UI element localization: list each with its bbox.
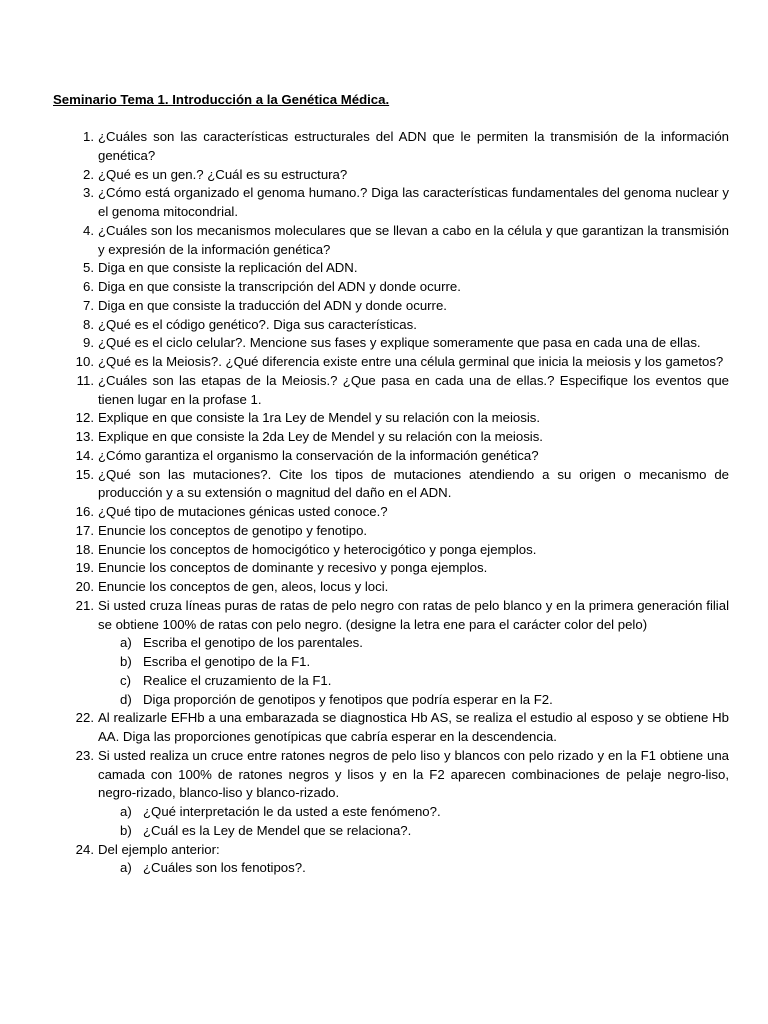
question-number: 23. — [75, 747, 94, 763]
question-text: Diga en que consiste la transcripción del ADN y donde ocurre. — [98, 279, 461, 294]
question-item — [53, 353, 729, 372]
question-item — [53, 578, 729, 597]
sub-question-text: Realice el cruzamiento de la F1. — [143, 672, 332, 688]
question-text: Diga en que consiste la traducción del ADN y donde ocurre. — [98, 297, 447, 313]
question-number: 20. — [75, 579, 94, 594]
sub-question-item — [98, 653, 729, 672]
sub-question-letter: b) — [120, 654, 132, 669]
sub-question-item — [98, 634, 729, 653]
question-number: 12. — [75, 410, 94, 426]
question-text: Enuncie los conceptos de genotipo y fenotipo. — [98, 522, 368, 538]
question-item — [53, 372, 729, 410]
sub-question-item — [98, 822, 729, 841]
sub-question-item — [98, 803, 729, 822]
question-text: Explique en que consiste la 1ra Ley de Mendel y su relación con la meiosis. — [98, 410, 541, 426]
question-item — [53, 297, 729, 316]
document-title: Seminario Tema 1. Introducción a la Genética Médica. — [53, 92, 390, 107]
sub-question-list — [98, 859, 729, 878]
question-list — [53, 128, 729, 878]
question-number: 22. — [75, 710, 94, 726]
question-number: 16. — [75, 504, 94, 519]
question-number: 21. — [75, 597, 94, 613]
question-text: Al realizarle EFHb a una embarazada se diagnostica Hb AS, se realiza el estudio al esposo y se obtiene Hb AA. Diga las proporciones genotípicas que cabría esperar en la descendencia. — [98, 710, 729, 744]
question-number: 2. — [83, 166, 94, 182]
question-text: ¿Cómo está organizado el genoma humano.? Diga las características fundamentales del genoma nuclear y el genoma mitocondrial. — [98, 185, 729, 219]
sub-question-item — [98, 672, 729, 691]
question-item — [53, 428, 729, 447]
sub-question-list — [98, 634, 729, 709]
question-number: 4. — [83, 222, 94, 238]
sub-question-text: Escriba el genotipo de la F1. — [143, 654, 311, 669]
question-number: 7. — [83, 297, 94, 313]
question-number: 6. — [83, 279, 94, 294]
question-number: 14. — [75, 447, 94, 463]
question-number: 13. — [75, 429, 94, 444]
question-text: ¿Cómo garantiza el organismo la conservación de la información genética? — [98, 447, 539, 463]
question-item — [53, 559, 729, 578]
question-text: Explique en que consiste la 2da Ley de Mendel y su relación con la meiosis. — [98, 429, 543, 444]
question-item — [53, 503, 729, 522]
sub-question-item — [98, 691, 729, 710]
question-number: 8. — [83, 316, 94, 332]
question-text: Si usted cruza líneas puras de ratas de pelo negro con ratas de pelo blanco y en la primera generación filial se obtiene 100% de ratas con pelo negro. (designe la letra ene para el carácter color del pelo) — [98, 597, 729, 632]
sub-question-text: Escriba el genotipo de los parentales. — [143, 635, 363, 651]
question-text: Enuncie los conceptos de homocigótico y heterocigótico y ponga ejemplos. — [98, 541, 537, 557]
sub-question-list — [98, 803, 729, 841]
question-number: 15. — [75, 466, 94, 482]
question-item — [53, 278, 729, 297]
sub-question-text: ¿Cuál es la Ley de Mendel que se relaciona?. — [143, 822, 412, 838]
question-item — [53, 541, 729, 560]
question-item — [53, 841, 729, 879]
question-item — [53, 128, 729, 166]
question-number: 17. — [75, 522, 94, 538]
question-item — [53, 184, 729, 222]
sub-question-letter: a) — [120, 860, 132, 876]
question-item — [53, 597, 729, 710]
sub-question-letter: d) — [120, 691, 132, 707]
question-text: ¿Qué tipo de mutaciones génicas usted conoce.? — [98, 504, 388, 519]
question-item — [53, 522, 729, 541]
question-item — [53, 222, 729, 260]
question-item — [53, 334, 729, 353]
question-number: 11. — [76, 372, 94, 388]
question-item — [53, 747, 729, 841]
question-item — [53, 409, 729, 428]
sub-question-item — [98, 859, 729, 878]
question-item — [53, 166, 729, 185]
question-text: Si usted realiza un cruce entre ratones negros de pelo liso y blancos con pelo rizado y en la F1 obtiene una camada con 100% de ratones negros y lisos y en la F2 aparecen combinaciones de pelaje negro-liso, negro-rizado, blanco-liso y blanco-rizado. — [98, 747, 729, 801]
question-number: 1. — [83, 129, 94, 144]
question-item — [53, 259, 729, 278]
question-item — [53, 466, 729, 504]
question-text: Diga en que consiste la replicación del ADN. — [98, 260, 358, 276]
sub-question-letter: b) — [120, 822, 132, 838]
question-number: 18. — [75, 541, 94, 557]
question-text: Enuncie los conceptos de gen, aleos, locus y loci. — [98, 579, 389, 594]
question-item — [53, 447, 729, 466]
question-number: 3. — [83, 185, 94, 201]
question-text: ¿Qué es el ciclo celular?. Mencione sus fases y explique someramente que pasa en cada una de ellas. — [98, 335, 701, 351]
question-text: ¿Cuáles son los mecanismos moleculares que se llevan a cabo en la célula y que garantizan la transmisión y expresión de la información genética? — [98, 222, 729, 257]
question-number: 19. — [75, 560, 94, 576]
question-item — [53, 709, 729, 747]
question-text: ¿Qué es un gen.? ¿Cuál es su estructura? — [98, 166, 348, 182]
question-item — [53, 316, 729, 335]
question-text: ¿Qué es la Meiosis?. ¿Qué diferencia existe entre una célula germinal que inicia la meiosis y los gametos? — [98, 354, 724, 369]
question-number: 24. — [75, 841, 94, 857]
question-text: ¿Cuáles son las características estructurales del ADN que le permiten la transmisión de la información genética? — [98, 129, 729, 163]
question-number: 10. — [75, 354, 94, 369]
question-text: Enuncie los conceptos de dominante y recesivo y ponga ejemplos. — [98, 560, 488, 576]
question-text: ¿Cuáles son las etapas de la Meiosis.? ¿Que pasa en cada una de ellas.? Especifique los eventos que tienen lugar en la profase 1. — [98, 372, 729, 407]
sub-question-text: ¿Cuáles son los fenotipos?. — [143, 860, 306, 876]
sub-question-letter: a) — [120, 635, 132, 651]
question-text: ¿Qué es el código genético?. Diga sus características. — [98, 316, 417, 332]
question-number: 5. — [83, 260, 94, 276]
question-text: ¿Qué son las mutaciones?. Cite los tipos de mutaciones atendiendo a su origen o mecanismo de producción y a su extensión o magnitud del daño en el ADN. — [98, 466, 729, 501]
sub-question-letter: c) — [120, 672, 131, 688]
sub-question-text: ¿Qué interpretación le da usted a este fenómeno?. — [143, 804, 441, 819]
question-number: 9. — [83, 335, 94, 351]
sub-question-letter: a) — [120, 804, 132, 819]
question-text: Del ejemplo anterior: — [98, 841, 220, 857]
sub-question-text: Diga proporción de genotipos y fenotipos que podría esperar en la F2. — [143, 691, 553, 707]
